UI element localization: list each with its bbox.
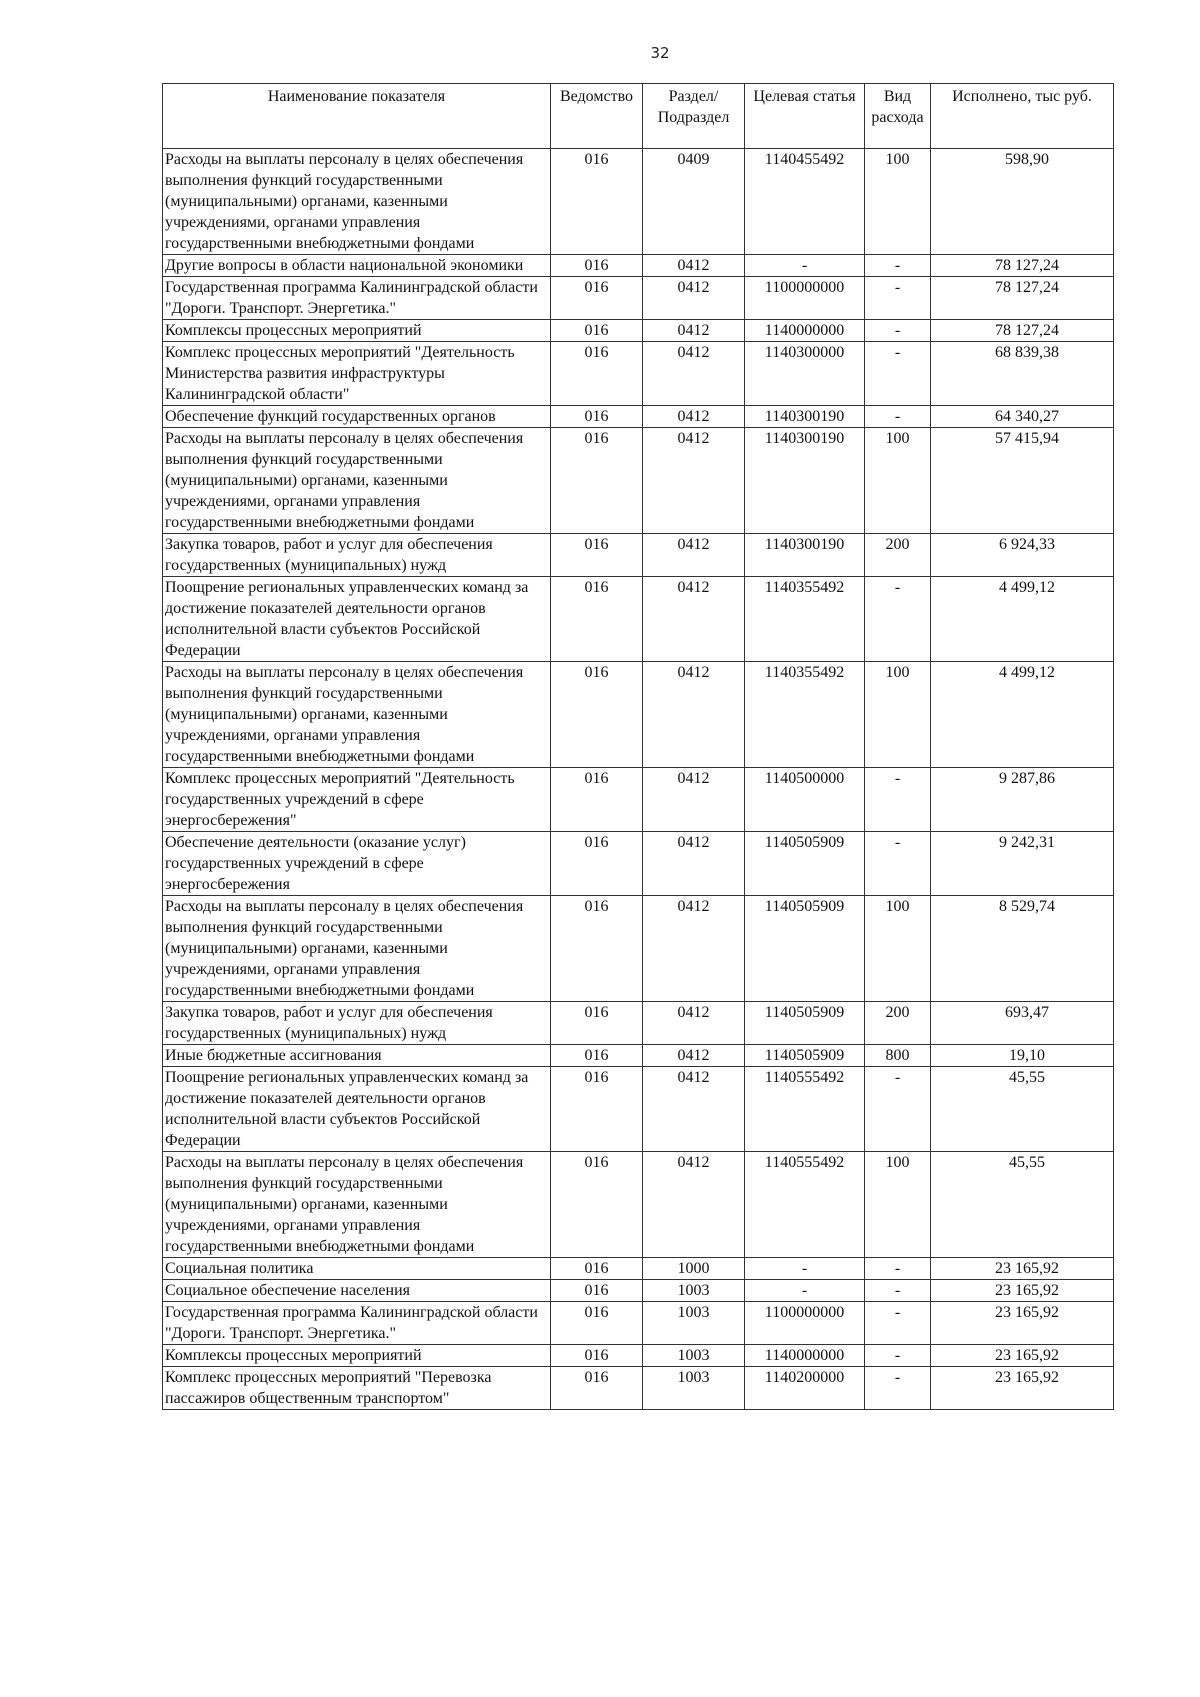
expense-type-cell: 100 xyxy=(865,428,931,534)
header-section: Раздел/ Подраздел xyxy=(643,84,745,149)
department-cell: 016 xyxy=(551,342,643,406)
target-article-cell: 1140505909 xyxy=(745,832,865,896)
executed-amount-cell: 23 165,92 xyxy=(931,1258,1114,1280)
indicator-name-cell: Социальная политика xyxy=(163,1258,551,1280)
department-cell: 016 xyxy=(551,534,643,577)
executed-amount-cell: 23 165,92 xyxy=(931,1345,1114,1367)
expense-type-cell: 100 xyxy=(865,896,931,1002)
target-article-cell: 1140300000 xyxy=(745,342,865,406)
header-expense-type: Вид расхода xyxy=(865,84,931,149)
expense-type-cell: - xyxy=(865,1367,931,1410)
executed-amount-cell: 23 165,92 xyxy=(931,1367,1114,1410)
expense-type-cell: 800 xyxy=(865,1045,931,1067)
department-cell: 016 xyxy=(551,896,643,1002)
department-cell: 016 xyxy=(551,768,643,832)
header-department: Ведомство xyxy=(551,84,643,149)
department-cell: 016 xyxy=(551,1152,643,1258)
table-row xyxy=(163,342,1114,406)
target-article-cell: 1140505909 xyxy=(745,1002,865,1045)
table-row xyxy=(163,255,1114,277)
department-cell: 016 xyxy=(551,320,643,342)
executed-amount-cell: 4 499,12 xyxy=(931,662,1114,768)
expense-type-cell: - xyxy=(865,320,931,342)
target-article-cell: 1140555492 xyxy=(745,1152,865,1258)
expense-type-cell: 200 xyxy=(865,534,931,577)
indicator-name-cell: Обеспечение функций государственных органов xyxy=(163,406,551,428)
expense-type-cell: - xyxy=(865,1280,931,1302)
table-row xyxy=(163,1152,1114,1258)
executed-amount-cell: 9 242,31 xyxy=(931,832,1114,896)
table-body xyxy=(163,149,1114,1410)
table-row xyxy=(163,320,1114,342)
indicator-name-cell: Расходы на выплаты персоналу в целях обеспечения выполнения функций государственными (муниципальными) органами, казенными учреждениями, органами управления государственными внебюджетными фондами xyxy=(163,149,551,255)
executed-amount-cell: 64 340,27 xyxy=(931,406,1114,428)
indicator-name-cell: Обеспечение деятельности (оказание услуг) государственных учреждений в сфере энергосбережения xyxy=(163,832,551,896)
table-row xyxy=(163,896,1114,1002)
department-cell: 016 xyxy=(551,1258,643,1280)
section-cell: 1003 xyxy=(643,1367,745,1410)
executed-amount-cell: 598,90 xyxy=(931,149,1114,255)
section-cell: 1003 xyxy=(643,1345,745,1367)
target-article-cell: 1140200000 xyxy=(745,1367,865,1410)
table-row xyxy=(163,662,1114,768)
table-row xyxy=(163,406,1114,428)
executed-amount-cell: 78 127,24 xyxy=(931,277,1114,320)
target-article-cell: - xyxy=(745,1280,865,1302)
indicator-name-cell: Комплексы процессных мероприятий xyxy=(163,320,551,342)
indicator-name-cell: Поощрение региональных управленческих команд за достижение показателей деятельности органов исполнительной власти субъектов Российской Федерации xyxy=(163,1067,551,1152)
expense-type-cell: - xyxy=(865,342,931,406)
table-row xyxy=(163,428,1114,534)
table-row xyxy=(163,277,1114,320)
section-cell: 0412 xyxy=(643,277,745,320)
section-cell: 0412 xyxy=(643,428,745,534)
expense-type-cell: 100 xyxy=(865,1152,931,1258)
expense-type-cell: 100 xyxy=(865,149,931,255)
indicator-name-cell: Закупка товаров, работ и услуг для обеспечения государственных (муниципальных) нужд xyxy=(163,534,551,577)
executed-amount-cell: 6 924,33 xyxy=(931,534,1114,577)
expense-type-cell: - xyxy=(865,577,931,662)
table-row xyxy=(163,1045,1114,1067)
department-cell: 016 xyxy=(551,428,643,534)
expense-type-cell: - xyxy=(865,832,931,896)
table-row xyxy=(163,577,1114,662)
expense-type-cell: - xyxy=(865,406,931,428)
indicator-name-cell: Расходы на выплаты персоналу в целях обеспечения выполнения функций государственными (муниципальными) органами, казенными учреждениями, органами управления государственными внебюджетными фондами xyxy=(163,1152,551,1258)
expense-type-cell: 200 xyxy=(865,1002,931,1045)
target-article-cell: 1140300190 xyxy=(745,406,865,428)
table-row xyxy=(163,534,1114,577)
executed-amount-cell: 23 165,92 xyxy=(931,1302,1114,1345)
target-article-cell: 1140300190 xyxy=(745,428,865,534)
section-cell: 0412 xyxy=(643,255,745,277)
table-row xyxy=(163,1280,1114,1302)
executed-amount-cell: 68 839,38 xyxy=(931,342,1114,406)
expense-type-cell: - xyxy=(865,1345,931,1367)
indicator-name-cell: Расходы на выплаты персоналу в целях обеспечения выполнения функций государственными (муниципальными) органами, казенными учреждениями, органами управления государственными внебюджетными фондами xyxy=(163,428,551,534)
expense-type-cell: - xyxy=(865,1067,931,1152)
table-row xyxy=(163,1258,1114,1280)
section-cell: 0412 xyxy=(643,896,745,1002)
target-article-cell: 1140000000 xyxy=(745,1345,865,1367)
target-article-cell: 1140505909 xyxy=(745,1045,865,1067)
section-cell: 0409 xyxy=(643,149,745,255)
section-cell: 0412 xyxy=(643,342,745,406)
section-cell: 1003 xyxy=(643,1280,745,1302)
executed-amount-cell: 4 499,12 xyxy=(931,577,1114,662)
indicator-name-cell: Поощрение региональных управленческих команд за достижение показателей деятельности органов исполнительной власти субъектов Российской Федерации xyxy=(163,577,551,662)
section-cell: 0412 xyxy=(643,1067,745,1152)
section-cell: 0412 xyxy=(643,534,745,577)
executed-amount-cell: 45,55 xyxy=(931,1152,1114,1258)
department-cell: 016 xyxy=(551,406,643,428)
department-cell: 016 xyxy=(551,1280,643,1302)
table-row xyxy=(163,1067,1114,1152)
section-cell: 1003 xyxy=(643,1302,745,1345)
indicator-name-cell: Расходы на выплаты персоналу в целях обеспечения выполнения функций государственными (муниципальными) органами, казенными учреждениями, органами управления государственными внебюджетными фондами xyxy=(163,662,551,768)
table-row xyxy=(163,1002,1114,1045)
table-row xyxy=(163,1367,1114,1410)
department-cell: 016 xyxy=(551,1302,643,1345)
indicator-name-cell: Государственная программа Калининградской области "Дороги. Транспорт. Энергетика." xyxy=(163,1302,551,1345)
header-indicator-name: Наименование показателя xyxy=(163,84,551,149)
executed-amount-cell: 693,47 xyxy=(931,1002,1114,1045)
executed-amount-cell: 9 287,86 xyxy=(931,768,1114,832)
target-article-cell: - xyxy=(745,255,865,277)
table-row xyxy=(163,149,1114,255)
table-row xyxy=(163,1345,1114,1367)
table-row xyxy=(163,1302,1114,1345)
expense-type-cell: - xyxy=(865,1258,931,1280)
indicator-name-cell: Расходы на выплаты персоналу в целях обеспечения выполнения функций государственными (муниципальными) органами, казенными учреждениями, органами управления государственными внебюджетными фондами xyxy=(163,896,551,1002)
department-cell: 016 xyxy=(551,277,643,320)
section-cell: 0412 xyxy=(643,406,745,428)
indicator-name-cell: Комплекс процессных мероприятий "Деятельность государственных учреждений в сфере энергосбережения" xyxy=(163,768,551,832)
table-header-row xyxy=(163,84,1114,149)
indicator-name-cell: Закупка товаров, работ и услуг для обеспечения государственных (муниципальных) нужд xyxy=(163,1002,551,1045)
department-cell: 016 xyxy=(551,832,643,896)
indicator-name-cell: Социальное обеспечение населения xyxy=(163,1280,551,1302)
department-cell: 016 xyxy=(551,255,643,277)
target-article-cell: 1140355492 xyxy=(745,577,865,662)
department-cell: 016 xyxy=(551,1367,643,1410)
department-cell: 016 xyxy=(551,577,643,662)
header-executed-amount: Исполнено, тыс руб. xyxy=(931,84,1114,149)
expense-type-cell: - xyxy=(865,277,931,320)
department-cell: 016 xyxy=(551,662,643,768)
executed-amount-cell: 78 127,24 xyxy=(931,320,1114,342)
department-cell: 016 xyxy=(551,149,643,255)
indicator-name-cell: Государственная программа Калининградской области "Дороги. Транспорт. Энергетика." xyxy=(163,277,551,320)
target-article-cell: 1140000000 xyxy=(745,320,865,342)
section-cell: 0412 xyxy=(643,662,745,768)
section-cell: 0412 xyxy=(643,1002,745,1045)
section-cell: 0412 xyxy=(643,768,745,832)
department-cell: 016 xyxy=(551,1067,643,1152)
target-article-cell: 1140455492 xyxy=(745,149,865,255)
target-article-cell: 1140555492 xyxy=(745,1067,865,1152)
section-cell: 1000 xyxy=(643,1258,745,1280)
table-row xyxy=(163,832,1114,896)
indicator-name-cell: Комплексы процессных мероприятий xyxy=(163,1345,551,1367)
budget-table xyxy=(162,83,1114,1410)
department-cell: 016 xyxy=(551,1345,643,1367)
section-cell: 0412 xyxy=(643,1045,745,1067)
executed-amount-cell: 23 165,92 xyxy=(931,1280,1114,1302)
target-article-cell: 1140500000 xyxy=(745,768,865,832)
target-article-cell: 1140505909 xyxy=(745,896,865,1002)
indicator-name-cell: Комплекс процессных мероприятий "Деятельность Министерства развития инфраструктуры Калининградской области" xyxy=(163,342,551,406)
expense-type-cell: - xyxy=(865,1302,931,1345)
indicator-name-cell: Иные бюджетные ассигнования xyxy=(163,1045,551,1067)
target-article-cell: 1140355492 xyxy=(745,662,865,768)
executed-amount-cell: 45,55 xyxy=(931,1067,1114,1152)
target-article-cell: - xyxy=(745,1258,865,1280)
page-number: 32 xyxy=(650,44,670,62)
target-article-cell: 1100000000 xyxy=(745,277,865,320)
target-article-cell: 1140300190 xyxy=(745,534,865,577)
target-article-cell: 1100000000 xyxy=(745,1302,865,1345)
executed-amount-cell: 57 415,94 xyxy=(931,428,1114,534)
section-cell: 0412 xyxy=(643,1152,745,1258)
indicator-name-cell: Комплекс процессных мероприятий "Перевозка пассажиров общественным транспортом" xyxy=(163,1367,551,1410)
indicator-name-cell: Другие вопросы в области национальной экономики xyxy=(163,255,551,277)
table-row xyxy=(163,768,1114,832)
header-target-article: Целевая статья xyxy=(745,84,865,149)
executed-amount-cell: 78 127,24 xyxy=(931,255,1114,277)
department-cell: 016 xyxy=(551,1002,643,1045)
executed-amount-cell: 19,10 xyxy=(931,1045,1114,1067)
section-cell: 0412 xyxy=(643,832,745,896)
expense-type-cell: 100 xyxy=(865,662,931,768)
section-cell: 0412 xyxy=(643,577,745,662)
expense-type-cell: - xyxy=(865,768,931,832)
section-cell: 0412 xyxy=(643,320,745,342)
expense-type-cell: - xyxy=(865,255,931,277)
executed-amount-cell: 8 529,74 xyxy=(931,896,1114,1002)
department-cell: 016 xyxy=(551,1045,643,1067)
